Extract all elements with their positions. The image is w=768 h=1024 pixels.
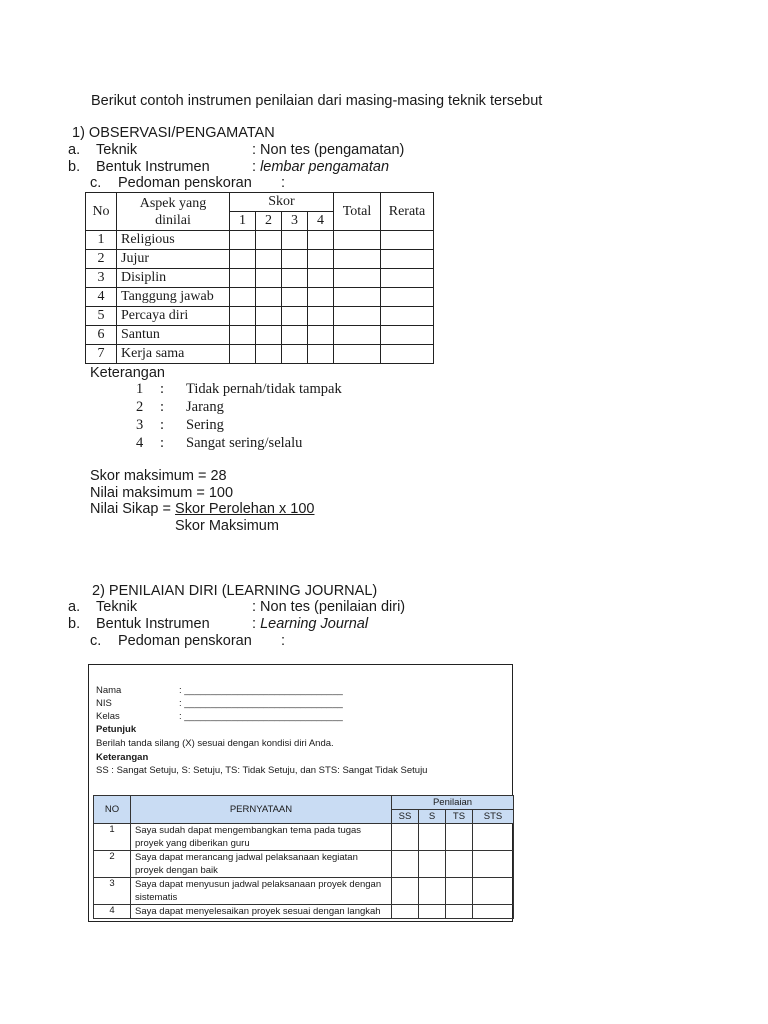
row-aspek: Santun [117,326,230,345]
legend-number: 2 [136,399,144,415]
answer-cell[interactable] [473,878,514,905]
answer-cell[interactable] [419,905,446,919]
answer-cell[interactable] [392,851,419,878]
table-row [94,851,514,878]
journal-row-no: 1 [94,824,131,851]
answer-cell[interactable] [419,878,446,905]
s1-b-key: Bentuk Instrumen [96,159,210,175]
kelas-field[interactable]: : ______________________________ [179,711,343,722]
table-row [94,905,514,919]
answer-cell[interactable] [419,824,446,851]
answer-cell[interactable] [473,905,514,919]
journal-row-statement: Saya dapat menyelesaikan proyek sesuai dengan langkah [131,905,392,919]
s2-a-value: : Non tes (penilaian diri) [252,599,406,615]
answer-cell[interactable] [446,824,473,851]
table-row [86,326,434,345]
answer-cell[interactable] [473,851,514,878]
legend-sep: : [160,435,165,451]
journal-table [93,795,514,919]
legend-sep: : [160,417,165,433]
learning-journal-form [88,664,513,922]
legend-text: Sering [186,417,224,433]
journal-col-ss: SS [392,810,419,824]
table-row [86,307,434,326]
legend-text: Jarang [186,399,224,415]
row-no: 2 [86,250,117,269]
journal-row-no: 2 [94,851,131,878]
nama-field[interactable]: : ______________________________ [179,685,343,696]
keterangan-label-journal: Keterangan [96,752,149,763]
legend-sep: : [160,381,165,397]
nilai-sikap-formula: Nilai Sikap = Skor Perolehan x 100 [90,501,315,517]
table-row [94,878,514,905]
journal-col-no: NO [94,796,131,824]
s1-c-label: c. [90,175,102,191]
row-aspek: Disiplin [117,269,230,288]
row-aspek: Jujur [117,250,230,269]
s1-c-key: Pedoman penskoran [118,175,252,191]
petunjuk-label: Petunjuk [96,724,137,735]
row-no: 5 [86,307,117,326]
answer-cell[interactable] [473,824,514,851]
col-aspek-header: Aspek yang dinilai [117,193,230,231]
legend-text: Tidak pernah/tidak tampak [186,381,342,397]
row-aspek: Percaya diri [117,307,230,326]
answer-cell[interactable] [419,851,446,878]
section1-heading: 1) OBSERVASI/PENGAMATAN [72,125,275,141]
nis-field[interactable]: : ______________________________ [179,698,343,709]
legend-number: 3 [136,417,144,433]
row-aspek: Tanggung jawab [117,288,230,307]
s1-b-label: b. [68,159,81,175]
journal-col-penilaian: Penilaian [392,796,514,810]
s1-a-label: a. [68,142,81,158]
s2-c-key: Pedoman penskoran [118,633,252,649]
journal-row-statement: Saya dapat merancang jadwal pelaksanaan kegiatan proyek dengan baik [131,851,392,878]
kelas-label: Kelas [96,711,120,722]
table-row [86,269,434,288]
s2-c-label: c. [90,633,102,649]
skor-maksimum: Skor maksimum = 28 [90,468,227,484]
s2-b-value: : Learning Journal [252,616,369,632]
journal-col-pernyataan: PERNYATAAN [131,796,392,824]
s2-a-label: a. [68,599,81,615]
journal-col-s: S [419,810,446,824]
table-row [86,345,434,364]
row-no: 6 [86,326,117,345]
answer-cell[interactable] [446,905,473,919]
legend-number: 1 [136,381,144,397]
answer-cell[interactable] [446,878,473,905]
table-row [94,824,514,851]
answer-cell[interactable] [446,851,473,878]
s2-a-key: Teknik [96,599,138,615]
journal-col-ts: TS [446,810,473,824]
s2-b-key: Bentuk Instrumen [96,616,210,632]
row-no: 7 [86,345,117,364]
answer-cell[interactable] [392,905,419,919]
skor-col-4: 4 [308,212,334,231]
s1-b-value: : lembar pengamatan [252,159,390,175]
col-rerata-header: Rerata [381,193,434,231]
col-total-header: Total [334,193,381,231]
skor-col-3: 3 [282,212,308,231]
s1-a-key: Teknik [96,142,138,158]
petunjuk-text: Berilah tanda silang (X) sesuai dengan kondisi diri Anda. [96,738,334,749]
section2-heading: 2) PENILAIAN DIRI (LEARNING JOURNAL) [92,583,378,599]
s2-c-colon: : [281,633,286,649]
observation-table [85,192,434,364]
s2-b-label: b. [68,616,81,632]
table-row [86,288,434,307]
s1-c-colon: : [281,175,286,191]
journal-row-no: 3 [94,878,131,905]
nilai-maksimum: Nilai maksimum = 100 [90,485,234,501]
col-no-header: No [86,193,117,231]
nilai-sikap-denominator: Skor Maksimum [175,518,279,534]
legend-text: Sangat sering/selalu [186,435,303,451]
s1-a-value: : Non tes (pengamatan) [252,142,405,158]
journal-row-statement: Saya dapat menyusun jadwal pelaksanaan proyek dengan sistematis [131,878,392,905]
journal-row-no: 4 [94,905,131,919]
nis-label: NIS [96,698,112,709]
table-row [86,250,434,269]
skor-col-2: 2 [256,212,282,231]
answer-cell[interactable] [392,878,419,905]
journal-col-sts: STS [473,810,514,824]
row-no: 4 [86,288,117,307]
intro-text: Berikut contoh instrumen penilaian dari masing-masing teknik tersebut [91,93,543,109]
nama-label: Nama [96,685,122,696]
journal-row-statement: Saya sudah dapat mengembangkan tema pada tugas proyek yang diberikan guru [131,824,392,851]
row-no: 1 [86,231,117,250]
col-skor-header: Skor [230,193,334,212]
row-aspek: Kerja sama [117,345,230,364]
legend-sep: : [160,399,165,415]
table-row [86,231,434,250]
legend-number: 4 [136,435,144,451]
row-aspek: Religious [117,231,230,250]
answer-cell[interactable] [392,824,419,851]
row-no: 3 [86,269,117,288]
skor-col-1: 1 [230,212,256,231]
keterangan-label: Keterangan [90,365,165,381]
keterangan-text-journal: SS : Sangat Setuju, S: Setuju, TS: Tidak Setuju, dan STS: Sangat Tidak Setuju [96,765,428,776]
